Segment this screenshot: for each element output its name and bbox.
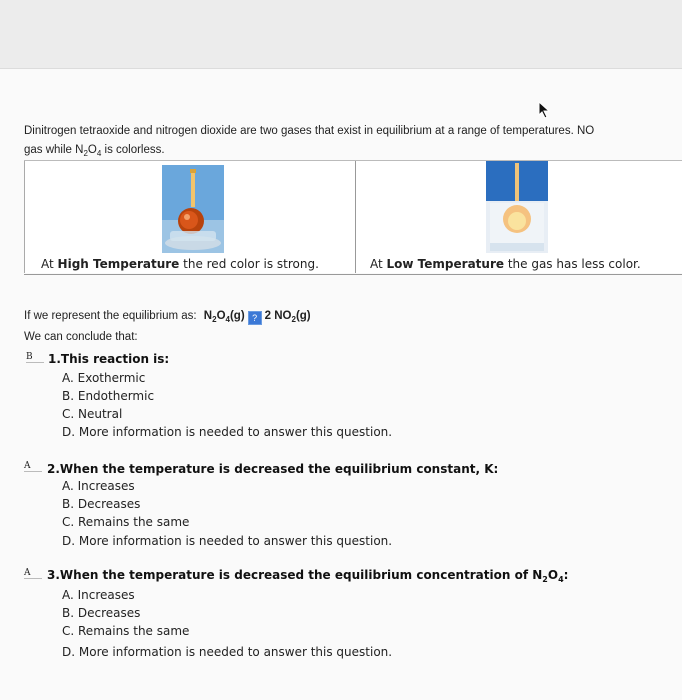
intro-line-1: Dinitrogen tetraoxide and nitrogen dioxide are two gases that exist in equilibrium at a range of temperatures. NO [24, 125, 595, 137]
answer-field-q2[interactable]: A [24, 461, 42, 472]
top-header-band [0, 0, 682, 69]
question-2: 2.When the temperature is decreased the equilibrium constant, K: [47, 462, 499, 476]
q2-option-a: A. Increases [62, 479, 135, 493]
q3-option-b: B. Decreases [62, 606, 141, 620]
q3-option-c: C. Remains the same [62, 624, 190, 638]
flask-high-temp-photo [162, 165, 224, 253]
flask-low-temp-photo [486, 161, 548, 253]
caption-low: At Low Temperature the gas has less color. [370, 257, 641, 271]
equilibrium-arrow-icon: ? [248, 311, 262, 325]
q1-option-d: D. More information is needed to answer this question. [62, 425, 393, 439]
intro-line-2: gas while $N_2O_4$ is colorless. [24, 144, 165, 158]
q2-option-c: C. Remains the same [62, 515, 190, 529]
q3-option-d: D. More information is needed to answer this question. [62, 645, 393, 659]
image-table [24, 160, 682, 275]
answer-field-q3[interactable]: A [24, 568, 42, 579]
question-1: 1.This reaction is: [48, 352, 170, 366]
q2-option-d: D. More information is needed to answer this question. [62, 534, 393, 548]
conclude-text: We can conclude that: [24, 331, 138, 343]
image-cell-low [355, 161, 682, 273]
intro-text [24, 122, 594, 163]
caption-high: At High Temperature the red color is strong. [41, 257, 319, 271]
q3-option-a: A. Increases [62, 588, 135, 602]
table-divider [24, 274, 682, 275]
q1-option-a: A. Exothermic [62, 371, 146, 385]
image-cell-high [24, 161, 355, 273]
question-3: 3.When the temperature is decreased the equilibrium concentration of $N_2O_4$: [47, 568, 569, 584]
equation-formula: $N_2O_4(g)$ [203, 310, 245, 324]
mouse-cursor-icon [538, 101, 550, 119]
equilibrium-equation: If we represent the equilibrium as: $N_2O_4(g)$ ? 2 $NO_2(g)$ [24, 310, 311, 324]
q1-option-c: C. Neutral [62, 407, 123, 421]
q2-option-b: B. Decreases [62, 497, 141, 511]
answer-field-q1[interactable]: B [26, 352, 44, 363]
q1-option-b: B. Endothermic [62, 389, 155, 403]
